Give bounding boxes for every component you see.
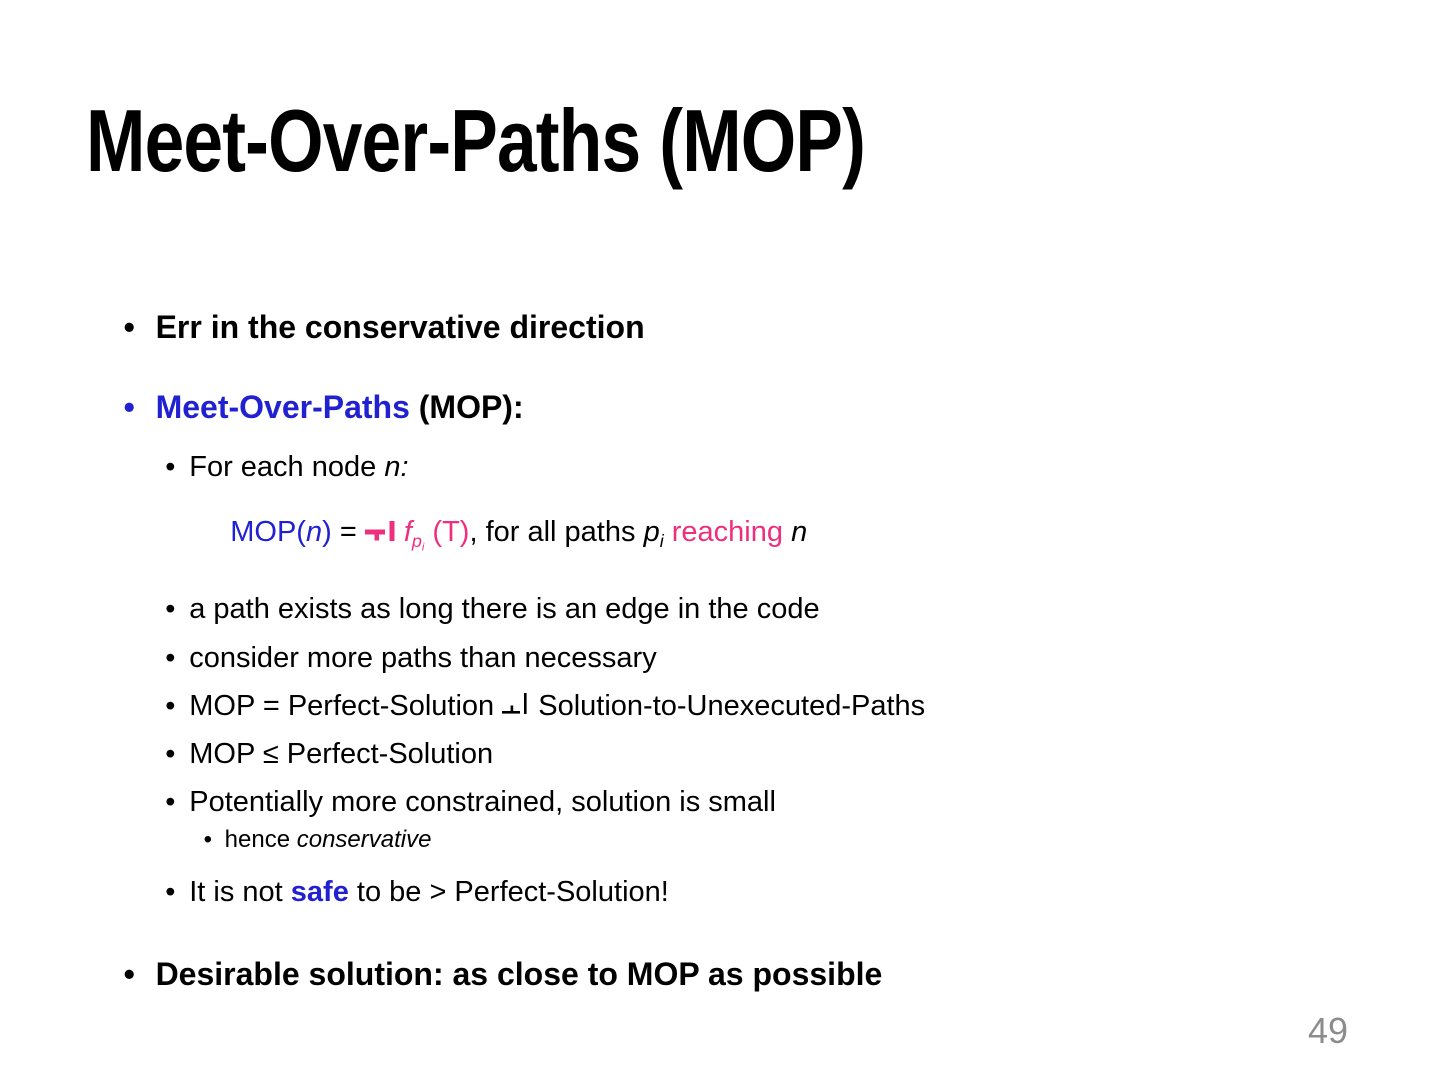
formula-mop-open: MOP(	[230, 516, 306, 549]
node-variable: n:	[384, 451, 409, 484]
bullet-icon: •	[203, 826, 213, 853]
mop-link-text: Meet-Over-Paths	[155, 389, 410, 425]
foreach-text: For each node	[189, 451, 385, 484]
mop-eq-pre: MOP = Perfect-Solution	[189, 690, 503, 723]
slide-title: Meet-Over-Paths (MOP)	[86, 91, 866, 190]
formula-node-var-end: n	[791, 516, 808, 549]
bullet-icon: •	[123, 956, 135, 992]
formula-transfer-fn: f	[403, 516, 412, 549]
formula-sub-i: i	[421, 541, 425, 554]
mop-eq-post: Solution-to-Unexecuted-Paths	[530, 690, 926, 723]
formula-mop-close: )	[322, 516, 332, 549]
bullet-icon: •	[165, 738, 176, 771]
meet-operator-icon	[502, 693, 530, 717]
formula-path-sub: i	[659, 531, 664, 551]
meet-operator-icon	[365, 521, 397, 543]
bullet-text: Err in the conservative direction	[155, 309, 645, 345]
formula-equals: =	[331, 516, 365, 549]
bullet-icon: •	[123, 309, 135, 345]
safe-word: safe	[290, 876, 349, 909]
mop-heading-rest: (MOP):	[409, 389, 524, 425]
bullet-icon: •	[165, 786, 176, 819]
bullet-icon: •	[165, 451, 176, 484]
bullet-item-desirable	[88, 914, 882, 1034]
formula-path-var: p	[643, 516, 660, 549]
hence-text: hence	[224, 826, 297, 853]
bullet-icon: •	[165, 642, 176, 675]
formula-arg-top: (T)	[424, 516, 470, 549]
formula-sub-p: p	[411, 531, 422, 551]
bullet-icon: •	[165, 690, 176, 723]
formula-reaching-text: reaching	[663, 516, 792, 549]
safe-pre-text: It is not	[189, 876, 291, 909]
formula-node-var: n	[305, 516, 323, 549]
safe-post-text: to be > Perfect-Solution!	[348, 876, 669, 909]
bullet-text: a path exists as long there is an edge in the code	[189, 593, 820, 626]
bullet-icon: •	[165, 876, 176, 909]
formula-mid-text: , for all paths	[469, 516, 644, 549]
page-number: 49	[1308, 1010, 1349, 1051]
bullet-text: Desirable solution: as close to MOP as possible	[155, 956, 883, 992]
bullet-icon: •	[123, 389, 135, 425]
bullet-icon: •	[165, 593, 176, 626]
bullet-text: consider more paths than necessary	[189, 642, 657, 675]
bullet-text: MOP ≤ Perfect-Solution	[189, 738, 494, 771]
conservative-emphasis: conservative	[296, 826, 432, 853]
bullet-text: Potentially more constrained, solution is small	[189, 786, 776, 819]
